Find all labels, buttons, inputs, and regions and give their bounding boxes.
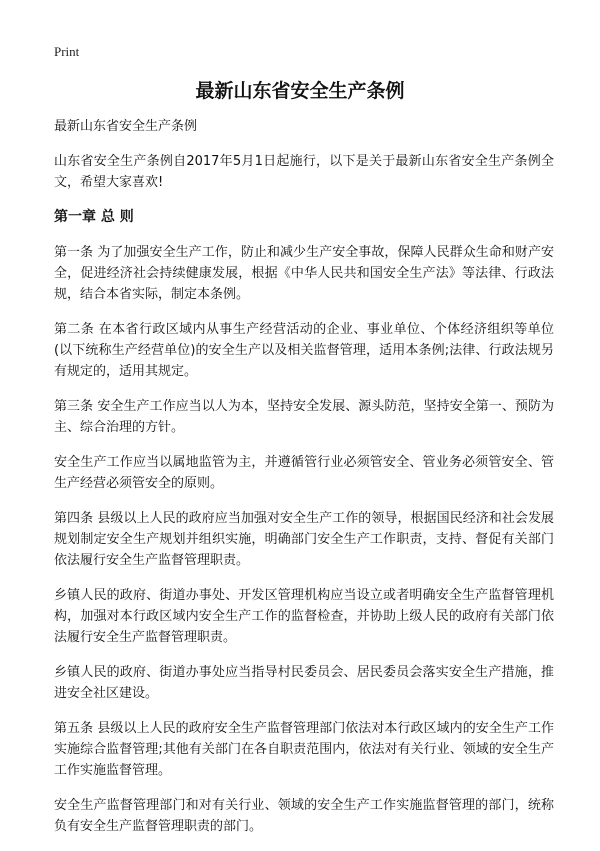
article-4-paragraph-3: 乡镇人民的政府、街道办事处应当指导村民委员会、居民委员会落实安全生产措施，推进安全社区建设。: [54, 665, 554, 701]
article-5: 第五条 县级以上人民的政府安全生产监督管理部门依法对本行政区域内的安全生产工作实施综合监督管理;其他有关部门在各自职责范围内，依法对有关行业、领域的安全生产工作实施监督管理。: [54, 721, 554, 778]
article-3: 第三条 安全生产工作应当以人为本，坚持安全发展、源头防范，坚持安全第一、预防为主、综合治理的方针。: [54, 399, 554, 435]
article-3-paragraph-2: 安全生产工作应当以属地监管为主，并遵循管行业必须管安全、管业务必须管安全、管生产经营必须管安全的原则。: [54, 455, 554, 491]
chapter-heading: 第一章 总 则: [54, 209, 134, 225]
article-2: 第二条 在本省行政区域内从事生产经营活动的企业、事业单位、个体经济组织等单位(以下统称生产经营单位)的安全生产以及相关监督管理，适用本条例;法律、行政法规另有规定的，适用其规定。: [54, 322, 554, 379]
page-title: 最新山东省安全生产条例: [195, 80, 405, 102]
document-subtitle: 最新山东省安全生产条例: [54, 119, 198, 134]
intro-paragraph: 山东省安全生产条例自2017年5月1日起施行，以下是关于最新山东省安全生产条例全文，希望大家喜欢!: [54, 154, 554, 190]
article-4-paragraph-2: 乡镇人民的政府、街道办事处、开发区管理机构应当设立或者明确安全生产监督管理机构，加强对本行政区域内安全生产工作的监督检查，并协助上级人民的政府有关部门依法履行安全生产监督管理职责。: [54, 588, 554, 645]
article-4: 第四条 县级以上人民的政府应当加强对安全生产工作的领导，根据国民经济和社会发展规划制定安全生产规划并组织实施，明确部门安全生产工作职责，支持、督促有关部门依法履行安全生产监督管理职责。: [54, 511, 554, 568]
article-1: 第一条 为了加强安全生产工作，防止和减少生产安全事故，保障人民群众生命和财产安全，促进经济社会持续健康发展，根据《中华人民共和国安全生产法》等法律、行政法规，结合本省实际，制定本条例。: [54, 245, 554, 302]
article-5-paragraph-2: 安全生产监督管理部门和对有关行业、领域的安全生产工作实施监督管理的部门，统称负有安全生产监督管理职责的部门。: [54, 798, 554, 834]
print-link[interactable]: Print: [54, 44, 80, 59]
document-body: [54, 116, 554, 851]
